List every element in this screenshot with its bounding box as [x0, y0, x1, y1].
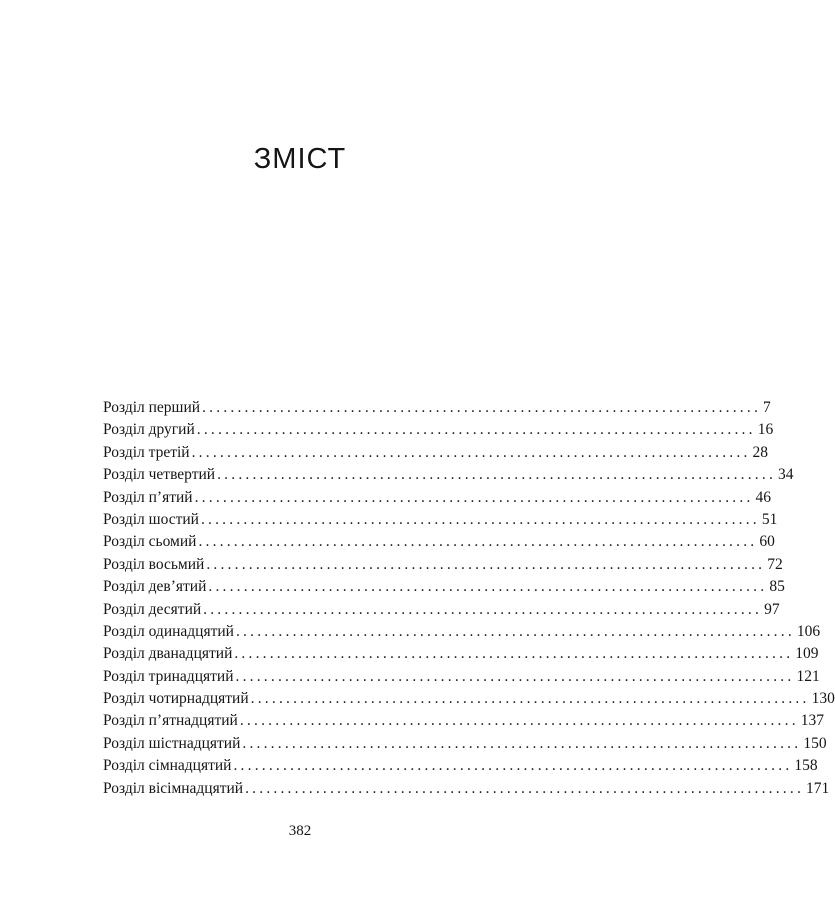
toc-entry	[103, 643, 819, 665]
toc-entry	[103, 554, 783, 576]
toc-entry-label: Розділ чотирнадцятий	[103, 690, 249, 708]
toc-entry	[103, 576, 785, 598]
toc-entry-label: Розділ сьомий	[103, 533, 197, 551]
toc-entry	[103, 397, 771, 419]
toc-entry-label: Розділ четвертий	[103, 466, 216, 484]
toc-entry-page: 97	[764, 600, 780, 618]
table-of-contents	[103, 397, 835, 800]
toc-entry-page: 130	[811, 690, 835, 708]
dot-leader: ...............................................................................	[206, 555, 766, 573]
toc-entry-page: 51	[761, 510, 778, 528]
toc-entry-page: 28	[752, 443, 769, 461]
toc-entry-page: 46	[755, 488, 772, 506]
toc-entry-label: Розділ п’ятий	[103, 488, 193, 506]
toc-entry	[103, 464, 794, 486]
toc-entry-page: 171	[806, 779, 830, 797]
toc-entry	[103, 509, 778, 531]
toc-entry	[103, 599, 780, 621]
dot-leader: ...............................................................................	[245, 779, 805, 797]
toc-entry-page: 34	[778, 466, 794, 484]
dot-leader: ...............................................................................	[235, 622, 795, 640]
dot-leader: ...............................................................................	[233, 757, 793, 775]
dot-leader: ...............................................................................	[250, 690, 810, 708]
toc-entry-label: Розділ дванадцятий	[103, 645, 233, 663]
toc-entry	[103, 666, 820, 688]
toc-entry-page: 106	[796, 622, 821, 640]
dot-leader: ...............................................................................	[198, 533, 758, 551]
toc-entry-label: Розділ шістнадцятий	[103, 734, 241, 752]
dot-leader: ...............................................................................	[203, 600, 763, 618]
dot-leader: ...............................................................................	[208, 578, 768, 596]
toc-entry	[103, 688, 835, 710]
toc-entry	[103, 487, 772, 509]
toc-entry	[103, 733, 827, 755]
dot-leader: ...............................................................................	[194, 488, 754, 506]
toc-entry-label: Розділ вісімнадцятий	[103, 779, 244, 797]
toc-entry-page: 16	[757, 421, 774, 439]
toc-entry-page: 150	[803, 734, 827, 752]
dot-leader: ...............................................................................	[217, 466, 777, 484]
dot-leader: ...............................................................................	[239, 712, 799, 730]
toc-entry-label: Розділ другий	[103, 421, 195, 439]
dot-leader: ...............................................................................	[196, 421, 756, 439]
toc-entry-label: Розділ сімнадцятий	[103, 757, 232, 775]
page-number: 382	[288, 823, 312, 839]
dot-leader: ...............................................................................	[191, 443, 751, 461]
dot-leader: ...............................................................................	[202, 399, 762, 416]
toc-entry	[103, 710, 825, 732]
toc-entry-label: Розділ десятий	[103, 600, 202, 618]
toc-entry-label: Розділ восьмий	[103, 555, 205, 573]
toc-entry-page: 158	[794, 757, 818, 775]
toc-entry-page: 7	[763, 399, 771, 416]
toc-entry	[103, 621, 821, 643]
toc-entry	[103, 778, 830, 800]
toc-entry-label: Розділ дев’ятий	[103, 578, 207, 596]
toc-entry-label: Розділ одинадцятий	[103, 622, 234, 640]
toc-entry-label: Розділ перший	[103, 399, 201, 416]
dot-leader: ...............................................................................	[200, 510, 760, 528]
toc-entry-label: Розділ п’ятнадцятий	[103, 712, 238, 730]
toc-entry-label: Розділ шостий	[103, 510, 199, 528]
toc-entry-page: 137	[800, 712, 825, 730]
dot-leader: ...............................................................................	[235, 667, 795, 685]
toc-entry-page: 109	[795, 645, 819, 663]
toc-entry-page: 121	[796, 667, 820, 685]
toc-entry-label: Розділ тринадцятий	[103, 667, 234, 685]
toc-entry-page: 72	[767, 555, 783, 573]
toc-entry	[103, 419, 774, 441]
toc-entry	[103, 755, 818, 777]
page-title: ЗМІСТ	[253, 143, 347, 175]
toc-entry-page: 85	[769, 578, 785, 596]
toc-entry	[103, 531, 775, 553]
dot-leader: ...............................................................................	[234, 645, 794, 663]
toc-entry-page: 60	[759, 533, 775, 551]
toc-entry-label: Розділ третій	[103, 443, 190, 461]
toc-entry	[103, 442, 769, 464]
dot-leader: ...............................................................................	[242, 734, 802, 752]
